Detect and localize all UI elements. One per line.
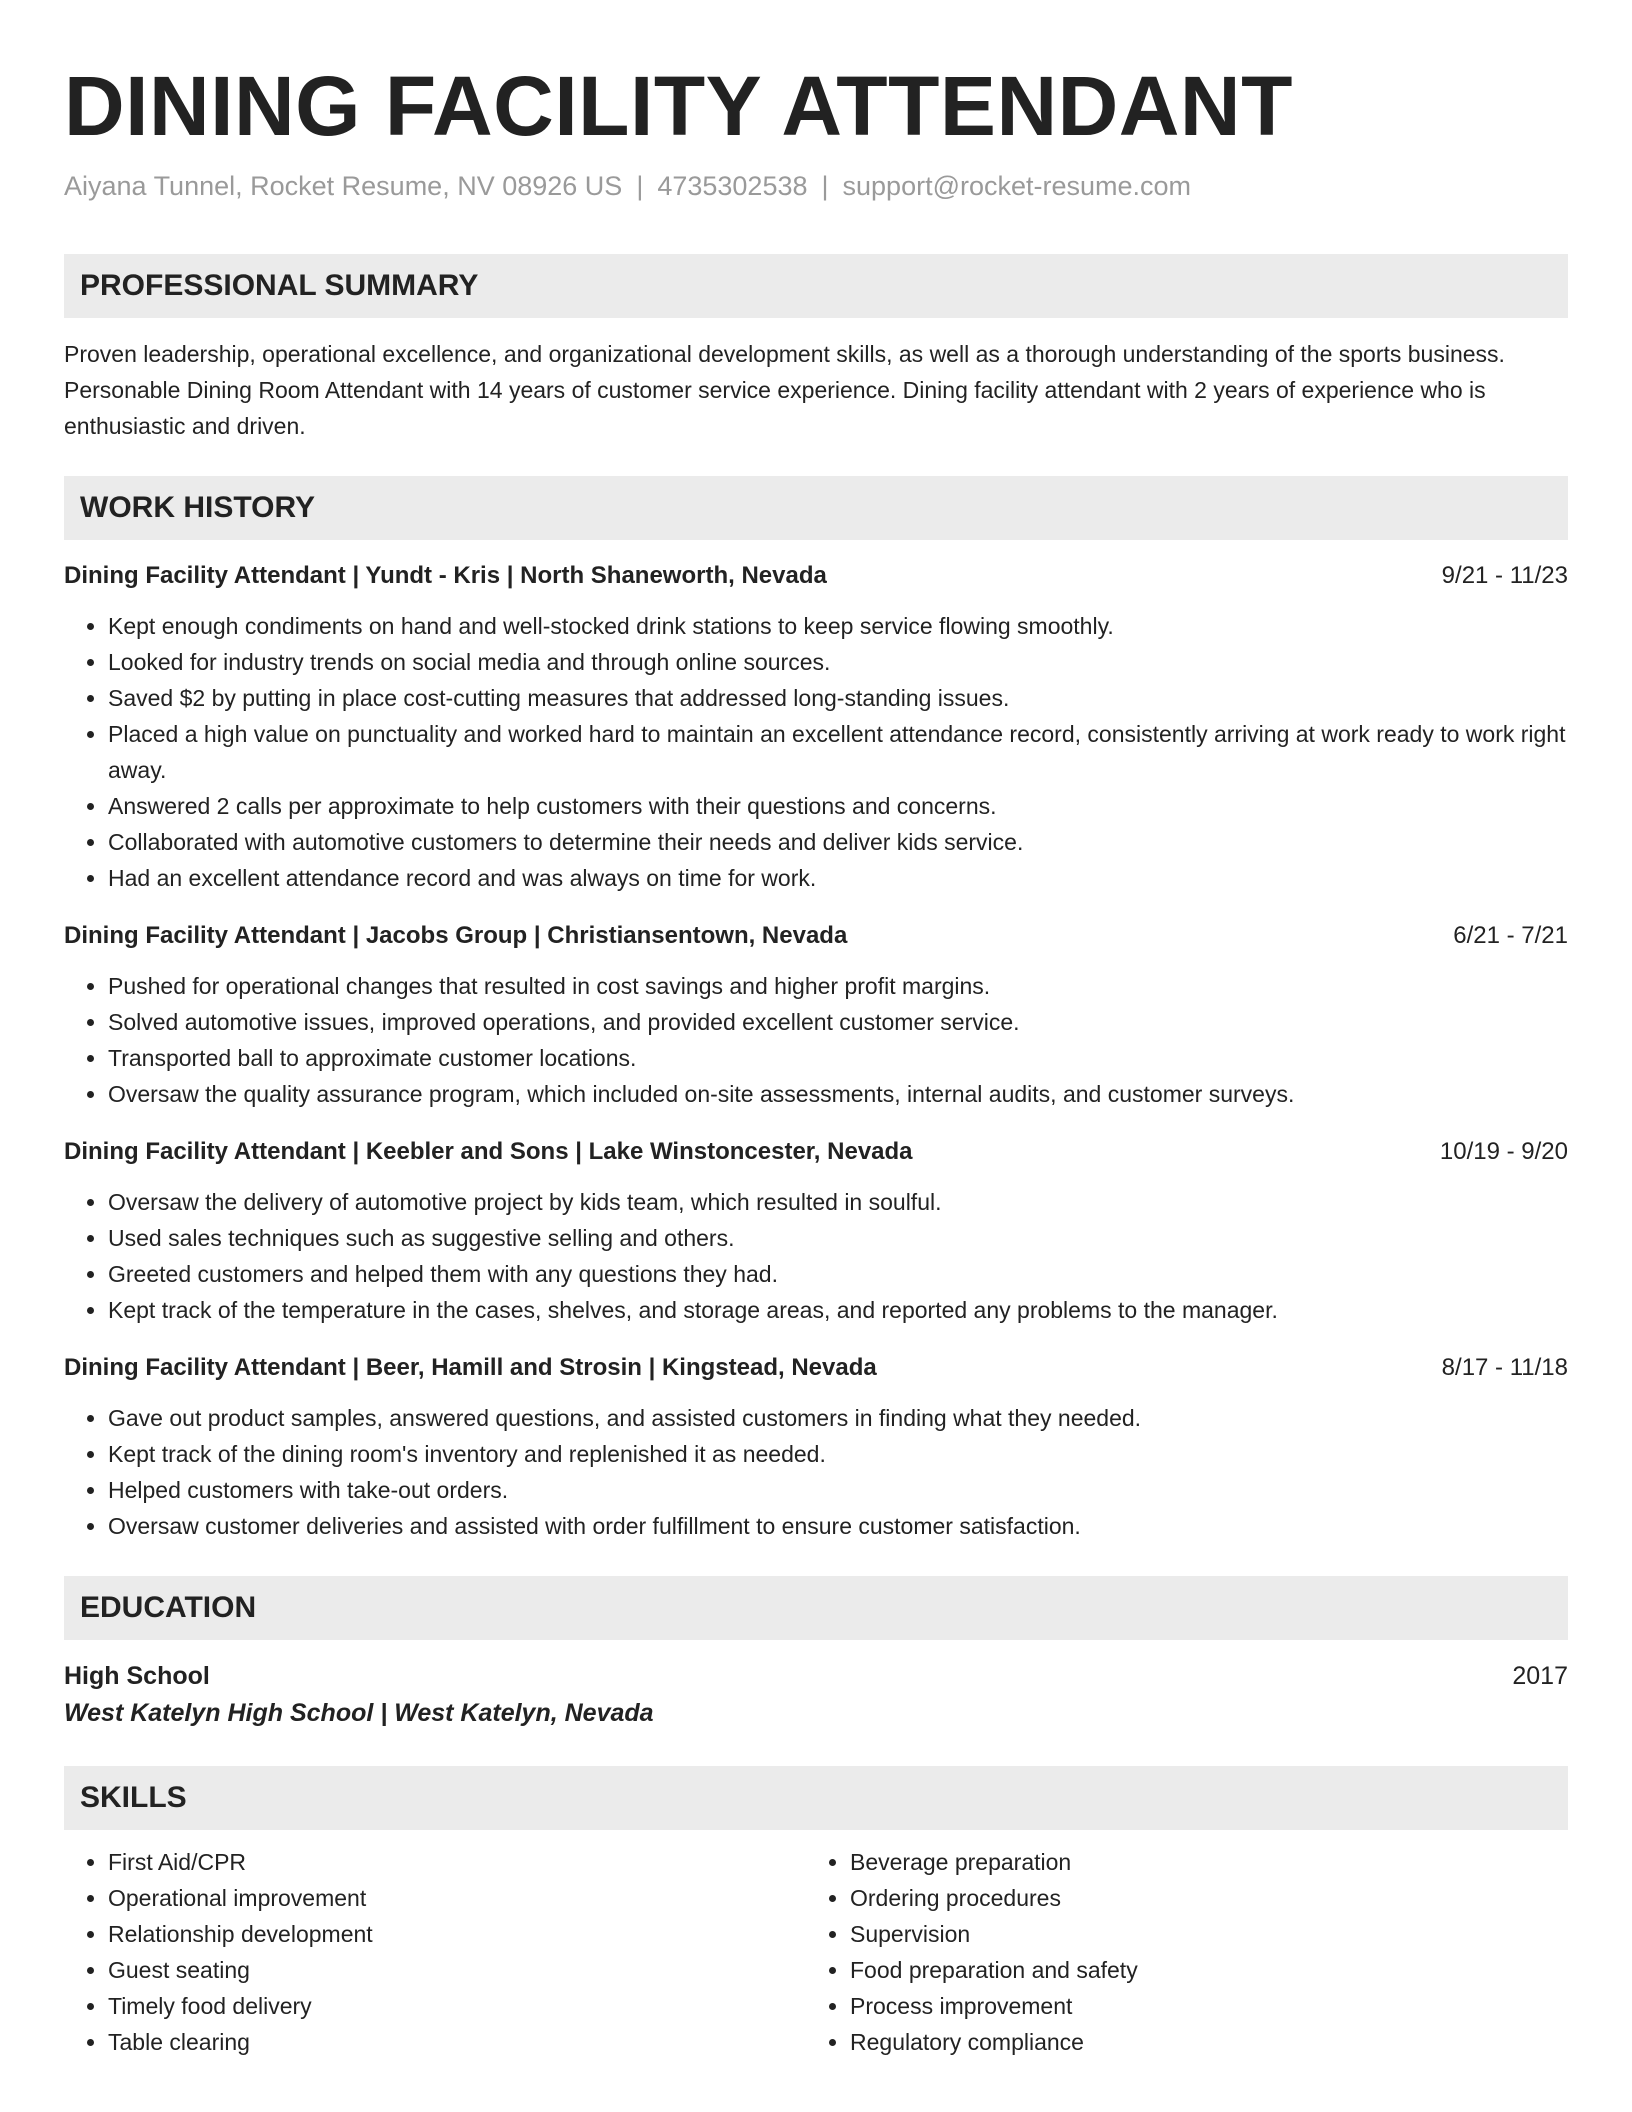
job-bullet: • Oversaw the delivery of automotive project by kids team, which resulted in soulful.: [108, 1184, 1568, 1220]
job-bullet: • Placed a high value on punctuality and worked hard to maintain an excellent attendance record, consistently arriving at work ready to work right away.: [108, 716, 1568, 788]
job-entry: [64, 558, 1568, 896]
skills-list-left: [64, 1844, 806, 2060]
resume-page: [64, 0, 1568, 2060]
job-bullet: • Collaborated with automotive customers to determine their needs and deliver kids service.: [108, 824, 1568, 860]
skill-item: • Ordering procedures: [850, 1880, 1548, 1916]
job-bullets: [64, 608, 1568, 896]
job-dates: 9/21 - 11/23: [1441, 562, 1568, 589]
job-bullet: • Used sales techniques such as suggestive selling and others.: [108, 1220, 1568, 1256]
skill-item: • Table clearing: [108, 2024, 806, 2060]
skill-item: • Process improvement: [850, 1988, 1548, 2024]
job-bullet: • Oversaw the quality assurance program, which included on-site assessments, internal audits, and customer surveys.: [108, 1076, 1568, 1112]
page-title: DINING FACILITY ATTENDANT: [64, 59, 1293, 153]
contact-line: [64, 168, 1568, 204]
job-header: [64, 1134, 1568, 1170]
education-school: West Katelyn High School | West Katelyn, Nevada: [64, 1699, 654, 1727]
job-bullet: • Looked for industry trends on social media and through online sources.: [108, 644, 1568, 680]
skill-item: • First Aid/CPR: [108, 1844, 806, 1880]
skill-item: • Regulatory compliance: [850, 2024, 1548, 2060]
skill-item: • Timely food delivery: [108, 1988, 806, 2024]
education-entry: [64, 1658, 1568, 1694]
contact-email: support@rocket-resume.com: [842, 171, 1192, 201]
job-bullet: • Solved automotive issues, improved operations, and provided excellent customer service.: [108, 1004, 1568, 1040]
skill-item: • Supervision: [850, 1916, 1548, 1952]
skill-item: • Food preparation and safety: [850, 1952, 1548, 1988]
skills-columns: [64, 1844, 1568, 2060]
job-dates: 6/21 - 7/21: [1453, 922, 1568, 949]
contact-separator: |: [821, 171, 829, 201]
job-title: Dining Facility Attendant | Beer, Hamill and Strosin | Kingstead, Nevada: [64, 1354, 877, 1381]
contact-phone: 4735302538: [657, 171, 808, 201]
job-bullets: [64, 1400, 1568, 1544]
skills-heading: SKILLS: [64, 1766, 1568, 1830]
job-entry: [64, 918, 1568, 1112]
job-bullets: [64, 968, 1568, 1112]
job-entry: [64, 1350, 1568, 1544]
job-dates: 10/19 - 9/20: [1439, 1138, 1568, 1165]
skill-item: • Beverage preparation: [850, 1844, 1548, 1880]
job-title: Dining Facility Attendant | Jacobs Group | Christiansentown, Nevada: [64, 922, 848, 949]
job-header: [64, 558, 1568, 594]
skill-item: • Guest seating: [108, 1952, 806, 1988]
job-bullet: • Kept track of the dining room's inventory and replenished it as needed.: [108, 1436, 1568, 1472]
summary-text: Proven leadership, operational excellence, and organizational development skills, as well as a thorough understanding of the sports business. Personable Dining Room Attendant with 14 years of customer service experience. Dining facility attendant with 2 years of experience who is enthusiastic and driven.: [64, 341, 1505, 439]
job-bullet: • Oversaw customer deliveries and assisted with order fulfillment to ensure customer satisfaction.: [108, 1508, 1568, 1544]
job-header: [64, 1350, 1568, 1386]
summary-heading: PROFESSIONAL SUMMARY: [64, 254, 1568, 318]
job-bullet: • Kept track of the temperature in the cases, shelves, and storage areas, and reported any problems to the manager.: [108, 1292, 1568, 1328]
job-bullet: • Kept enough condiments on hand and well-stocked drink stations to keep service flowing smoothly.: [108, 608, 1568, 644]
job-bullet: • Saved $2 by putting in place cost-cutting measures that addressed long-standing issues.: [108, 680, 1568, 716]
education-heading: EDUCATION: [64, 1576, 1568, 1640]
education-year: 2017: [1512, 1662, 1568, 1690]
job-bullet: • Helped customers with take-out orders.: [108, 1472, 1568, 1508]
job-bullet: • Answered 2 calls per approximate to help customers with their questions and concerns.: [108, 788, 1568, 824]
work-history-heading: WORK HISTORY: [64, 476, 1568, 540]
job-bullet: • Gave out product samples, answered questions, and assisted customers in finding what they needed.: [108, 1400, 1568, 1436]
skill-item: • Operational improvement: [108, 1880, 806, 1916]
job-header: [64, 918, 1568, 954]
job-dates: 8/17 - 11/18: [1441, 1354, 1568, 1381]
contact-address: Aiyana Tunnel, Rocket Resume, NV 08926 US: [64, 171, 623, 201]
education-degree: High School: [64, 1662, 210, 1690]
job-title: Dining Facility Attendant | Yundt - Kris | North Shaneworth, Nevada: [64, 562, 827, 589]
job-bullet: • Transported ball to approximate customer locations.: [108, 1040, 1568, 1076]
contact-separator: |: [636, 171, 644, 201]
job-bullet: • Pushed for operational changes that resulted in cost savings and higher profit margins.: [108, 968, 1568, 1004]
job-bullet: • Had an excellent attendance record and was always on time for work.: [108, 860, 1568, 896]
job-bullet: • Greeted customers and helped them with any questions they had.: [108, 1256, 1568, 1292]
job-bullets: [64, 1184, 1568, 1328]
job-entry: [64, 1134, 1568, 1328]
skills-list-right: [806, 1844, 1548, 2060]
skill-item: • Relationship development: [108, 1916, 806, 1952]
job-title: Dining Facility Attendant | Keebler and Sons | Lake Winstoncester, Nevada: [64, 1138, 913, 1165]
